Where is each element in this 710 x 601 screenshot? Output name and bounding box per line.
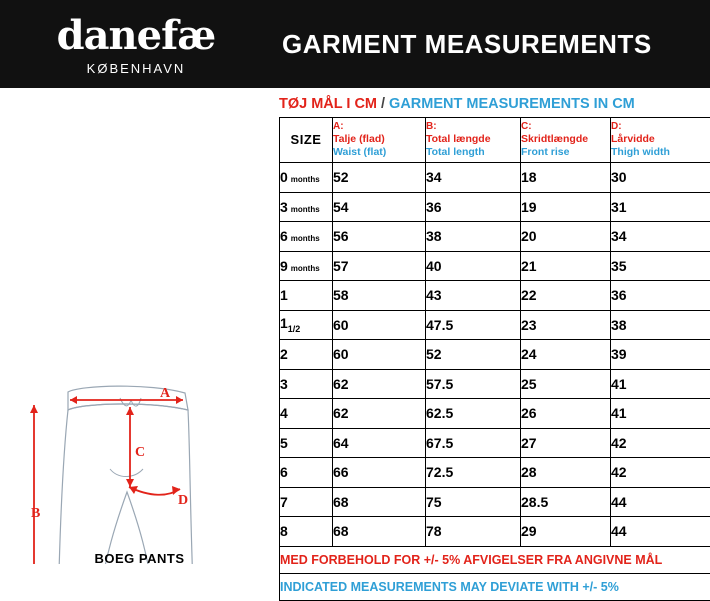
label-a: A <box>160 386 170 402</box>
column-a-letter: A: <box>333 121 425 134</box>
size-value: 6 <box>280 464 288 480</box>
column-c-english: Front rise <box>521 146 610 159</box>
table-row <box>280 281 710 311</box>
cell-size <box>280 369 333 399</box>
cell-b: 40 <box>426 251 521 281</box>
pants-diagram <box>0 117 279 564</box>
measurements-table-wrap <box>279 117 710 601</box>
size-value: 9 <box>280 258 288 274</box>
cell-c: 29 <box>521 517 611 547</box>
cell-d: 34 <box>611 222 710 252</box>
size-value: 6 <box>280 228 288 244</box>
size-unit: months <box>291 175 320 184</box>
cell-size <box>280 222 333 252</box>
table-body <box>280 163 710 547</box>
table-row <box>280 517 710 547</box>
cell-size <box>280 517 333 547</box>
cell-a: 56 <box>333 222 426 252</box>
cell-d: 31 <box>611 192 710 222</box>
subtitle-bar <box>279 92 635 116</box>
cell-d: 36 <box>611 281 710 311</box>
cell-d: 42 <box>611 428 710 458</box>
cell-a: 68 <box>333 517 426 547</box>
cell-size <box>280 487 333 517</box>
cell-a: 62 <box>333 399 426 429</box>
cell-c: 23 <box>521 310 611 340</box>
cell-c: 22 <box>521 281 611 311</box>
cell-size <box>280 163 333 193</box>
cell-size <box>280 399 333 429</box>
note-row-english <box>280 573 710 600</box>
measurement-arrows <box>30 396 183 564</box>
table-row <box>280 310 710 340</box>
cell-b: 75 <box>426 487 521 517</box>
table-header-row <box>280 118 710 163</box>
cell-d: 30 <box>611 163 710 193</box>
cell-b: 78 <box>426 517 521 547</box>
table-row <box>280 369 710 399</box>
size-fraction: 1/2 <box>288 324 301 334</box>
cell-b: 52 <box>426 340 521 370</box>
cell-c: 18 <box>521 163 611 193</box>
cell-b: 62.5 <box>426 399 521 429</box>
cell-a: 60 <box>333 310 426 340</box>
cell-a: 62 <box>333 369 426 399</box>
column-header-d <box>611 118 710 163</box>
table-head <box>280 118 710 163</box>
cell-a: 68 <box>333 487 426 517</box>
note-danish: MED FORBEHOLD FOR +/- 5% AFVIGELSER FRA ANGIVNE MÅL <box>280 546 710 573</box>
cell-size <box>280 340 333 370</box>
cell-c: 20 <box>521 222 611 252</box>
size-value: 5 <box>280 435 288 451</box>
page-header <box>0 0 710 88</box>
column-c-danish: Skridtlængde <box>521 133 610 146</box>
cell-d: 38 <box>611 310 710 340</box>
measurements-table <box>279 117 710 601</box>
column-d-danish: Lårvidde <box>611 133 710 146</box>
column-header-a <box>333 118 426 163</box>
cell-d: 39 <box>611 340 710 370</box>
cell-b: 47.5 <box>426 310 521 340</box>
cell-d: 42 <box>611 458 710 488</box>
cell-b: 57.5 <box>426 369 521 399</box>
size-value: 4 <box>280 405 288 421</box>
note-row-danish <box>280 546 710 573</box>
cell-a: 60 <box>333 340 426 370</box>
column-d-letter: D: <box>611 121 710 134</box>
cell-d: 35 <box>611 251 710 281</box>
column-b-english: Total length <box>426 146 520 159</box>
cell-size <box>280 428 333 458</box>
cell-b: 67.5 <box>426 428 521 458</box>
column-header-size: SIZE <box>280 118 333 163</box>
size-value: 0 <box>280 169 288 185</box>
column-header-b <box>426 118 521 163</box>
column-a-danish: Talje (flad) <box>333 133 425 146</box>
column-b-danish: Total længde <box>426 133 520 146</box>
brand-name: danefæ <box>57 16 216 56</box>
size-value: 1 <box>280 315 288 331</box>
size-unit: months <box>291 264 320 273</box>
brand-block <box>0 0 272 88</box>
label-d: D <box>178 493 188 509</box>
cell-a: 64 <box>333 428 426 458</box>
size-value: 7 <box>280 494 288 510</box>
table-row <box>280 428 710 458</box>
subtitle-danish: TØJ MÅL I CM <box>279 96 377 112</box>
table-row <box>280 163 710 193</box>
cell-size <box>280 458 333 488</box>
cell-size <box>280 310 333 340</box>
cell-a: 66 <box>333 458 426 488</box>
cell-d: 41 <box>611 399 710 429</box>
cell-size <box>280 281 333 311</box>
column-header-c <box>521 118 611 163</box>
page-title: GARMENT MEASUREMENTS <box>272 0 710 88</box>
cell-size <box>280 251 333 281</box>
label-c: C <box>135 445 145 461</box>
cell-b: 43 <box>426 281 521 311</box>
label-b: B <box>31 506 40 522</box>
size-value: 1 <box>280 287 288 303</box>
cell-a: 57 <box>333 251 426 281</box>
subtitle-english: GARMENT MEASUREMENTS IN CM <box>389 96 635 112</box>
cell-b: 34 <box>426 163 521 193</box>
garment-illustration <box>0 117 279 564</box>
size-unit: months <box>291 205 320 214</box>
subtitle-separator: / <box>381 96 385 112</box>
table-row <box>280 251 710 281</box>
cell-c: 28.5 <box>521 487 611 517</box>
cell-a: 58 <box>333 281 426 311</box>
size-value: 3 <box>280 199 288 215</box>
cell-c: 27 <box>521 428 611 458</box>
table-row <box>280 192 710 222</box>
cell-c: 19 <box>521 192 611 222</box>
cell-b: 36 <box>426 192 521 222</box>
table-row <box>280 458 710 488</box>
cell-a: 54 <box>333 192 426 222</box>
table-footer <box>280 546 710 600</box>
size-value: 3 <box>280 376 288 392</box>
note-english: INDICATED MEASUREMENTS MAY DEVIATE WITH +/- 5% <box>280 573 710 600</box>
size-value: 2 <box>280 346 288 362</box>
cell-d: 44 <box>611 517 710 547</box>
table-row <box>280 222 710 252</box>
table-row <box>280 340 710 370</box>
cell-d: 44 <box>611 487 710 517</box>
table-row <box>280 487 710 517</box>
size-unit: months <box>291 234 320 243</box>
cell-c: 26 <box>521 399 611 429</box>
cell-b: 38 <box>426 222 521 252</box>
cell-c: 28 <box>521 458 611 488</box>
table-row <box>280 399 710 429</box>
brand-subtitle: KØBENHAVN <box>87 61 186 76</box>
cell-d: 41 <box>611 369 710 399</box>
product-name: BOEG PANTS <box>0 551 279 566</box>
column-a-english: Waist (flat) <box>333 146 425 159</box>
cell-a: 52 <box>333 163 426 193</box>
column-d-english: Thigh width <box>611 146 710 159</box>
cell-c: 21 <box>521 251 611 281</box>
size-value: 8 <box>280 523 288 539</box>
cell-size <box>280 192 333 222</box>
cell-c: 24 <box>521 340 611 370</box>
cell-b: 72.5 <box>426 458 521 488</box>
column-b-letter: B: <box>426 121 520 134</box>
column-c-letter: C: <box>521 121 610 134</box>
cell-c: 25 <box>521 369 611 399</box>
pants-outline <box>58 386 194 564</box>
